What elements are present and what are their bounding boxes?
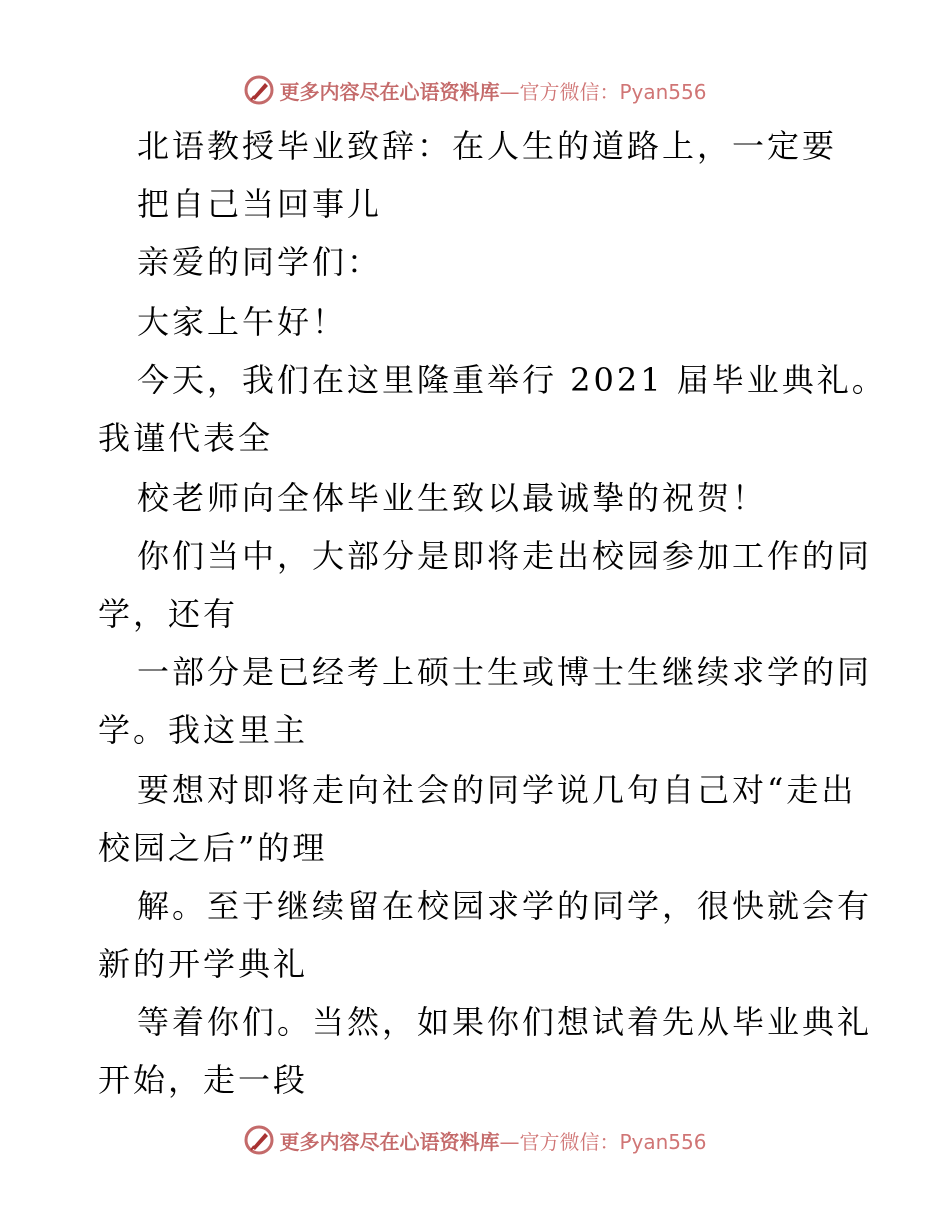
text-line: 解。至于继续留在校园求学的同学，很快就会有 [137, 887, 873, 925]
text-line: 校老师向全体毕业生致以最诚挚的祝贺！ [137, 479, 768, 517]
footer-wechat-text: —官方微信：Pyan556 [499, 1129, 707, 1154]
text-line: 把自己当回事儿 [137, 185, 383, 223]
footer-brand-text: 更多内容尽在心语资料库 [279, 1129, 500, 1154]
text-line: 你们当中，大部分是即将走出校园参加工作的同 [137, 537, 873, 575]
text-line: 学，还有 [98, 595, 239, 633]
text-line: 一部分是已经考上硕士生或博士生继续求学的同 [137, 653, 873, 691]
footer-banner [0, 1120, 950, 1160]
header-wechat-text: —官方微信：Pyan556 [499, 79, 707, 104]
text-line: 校园之后”的理 [98, 829, 328, 867]
text-line: 等着你们。当然，如果你们想试着先从毕业典礼 [137, 1003, 873, 1041]
text-line: 亲爱的同学们： [137, 243, 383, 281]
text-line: 新的开学典礼 [98, 945, 309, 983]
header-brand-text: 更多内容尽在心语资料库 [279, 79, 500, 104]
text-line: 北语教授毕业致辞：在人生的道路上，一定要 [137, 127, 838, 165]
text-line: 学。我这里主 [98, 711, 309, 749]
quill-pen-logo-icon [243, 1124, 275, 1156]
text-line: 今天，我们在这里隆重举行 2021 届毕业典礼。 [137, 361, 887, 399]
text-line: 我谨代表全 [98, 419, 274, 457]
text-line: 要想对即将走向社会的同学说几句自己对“走出 [137, 771, 857, 809]
text-line: 开始，走一段 [98, 1061, 309, 1099]
text-line: 大家上午好！ [137, 303, 348, 341]
